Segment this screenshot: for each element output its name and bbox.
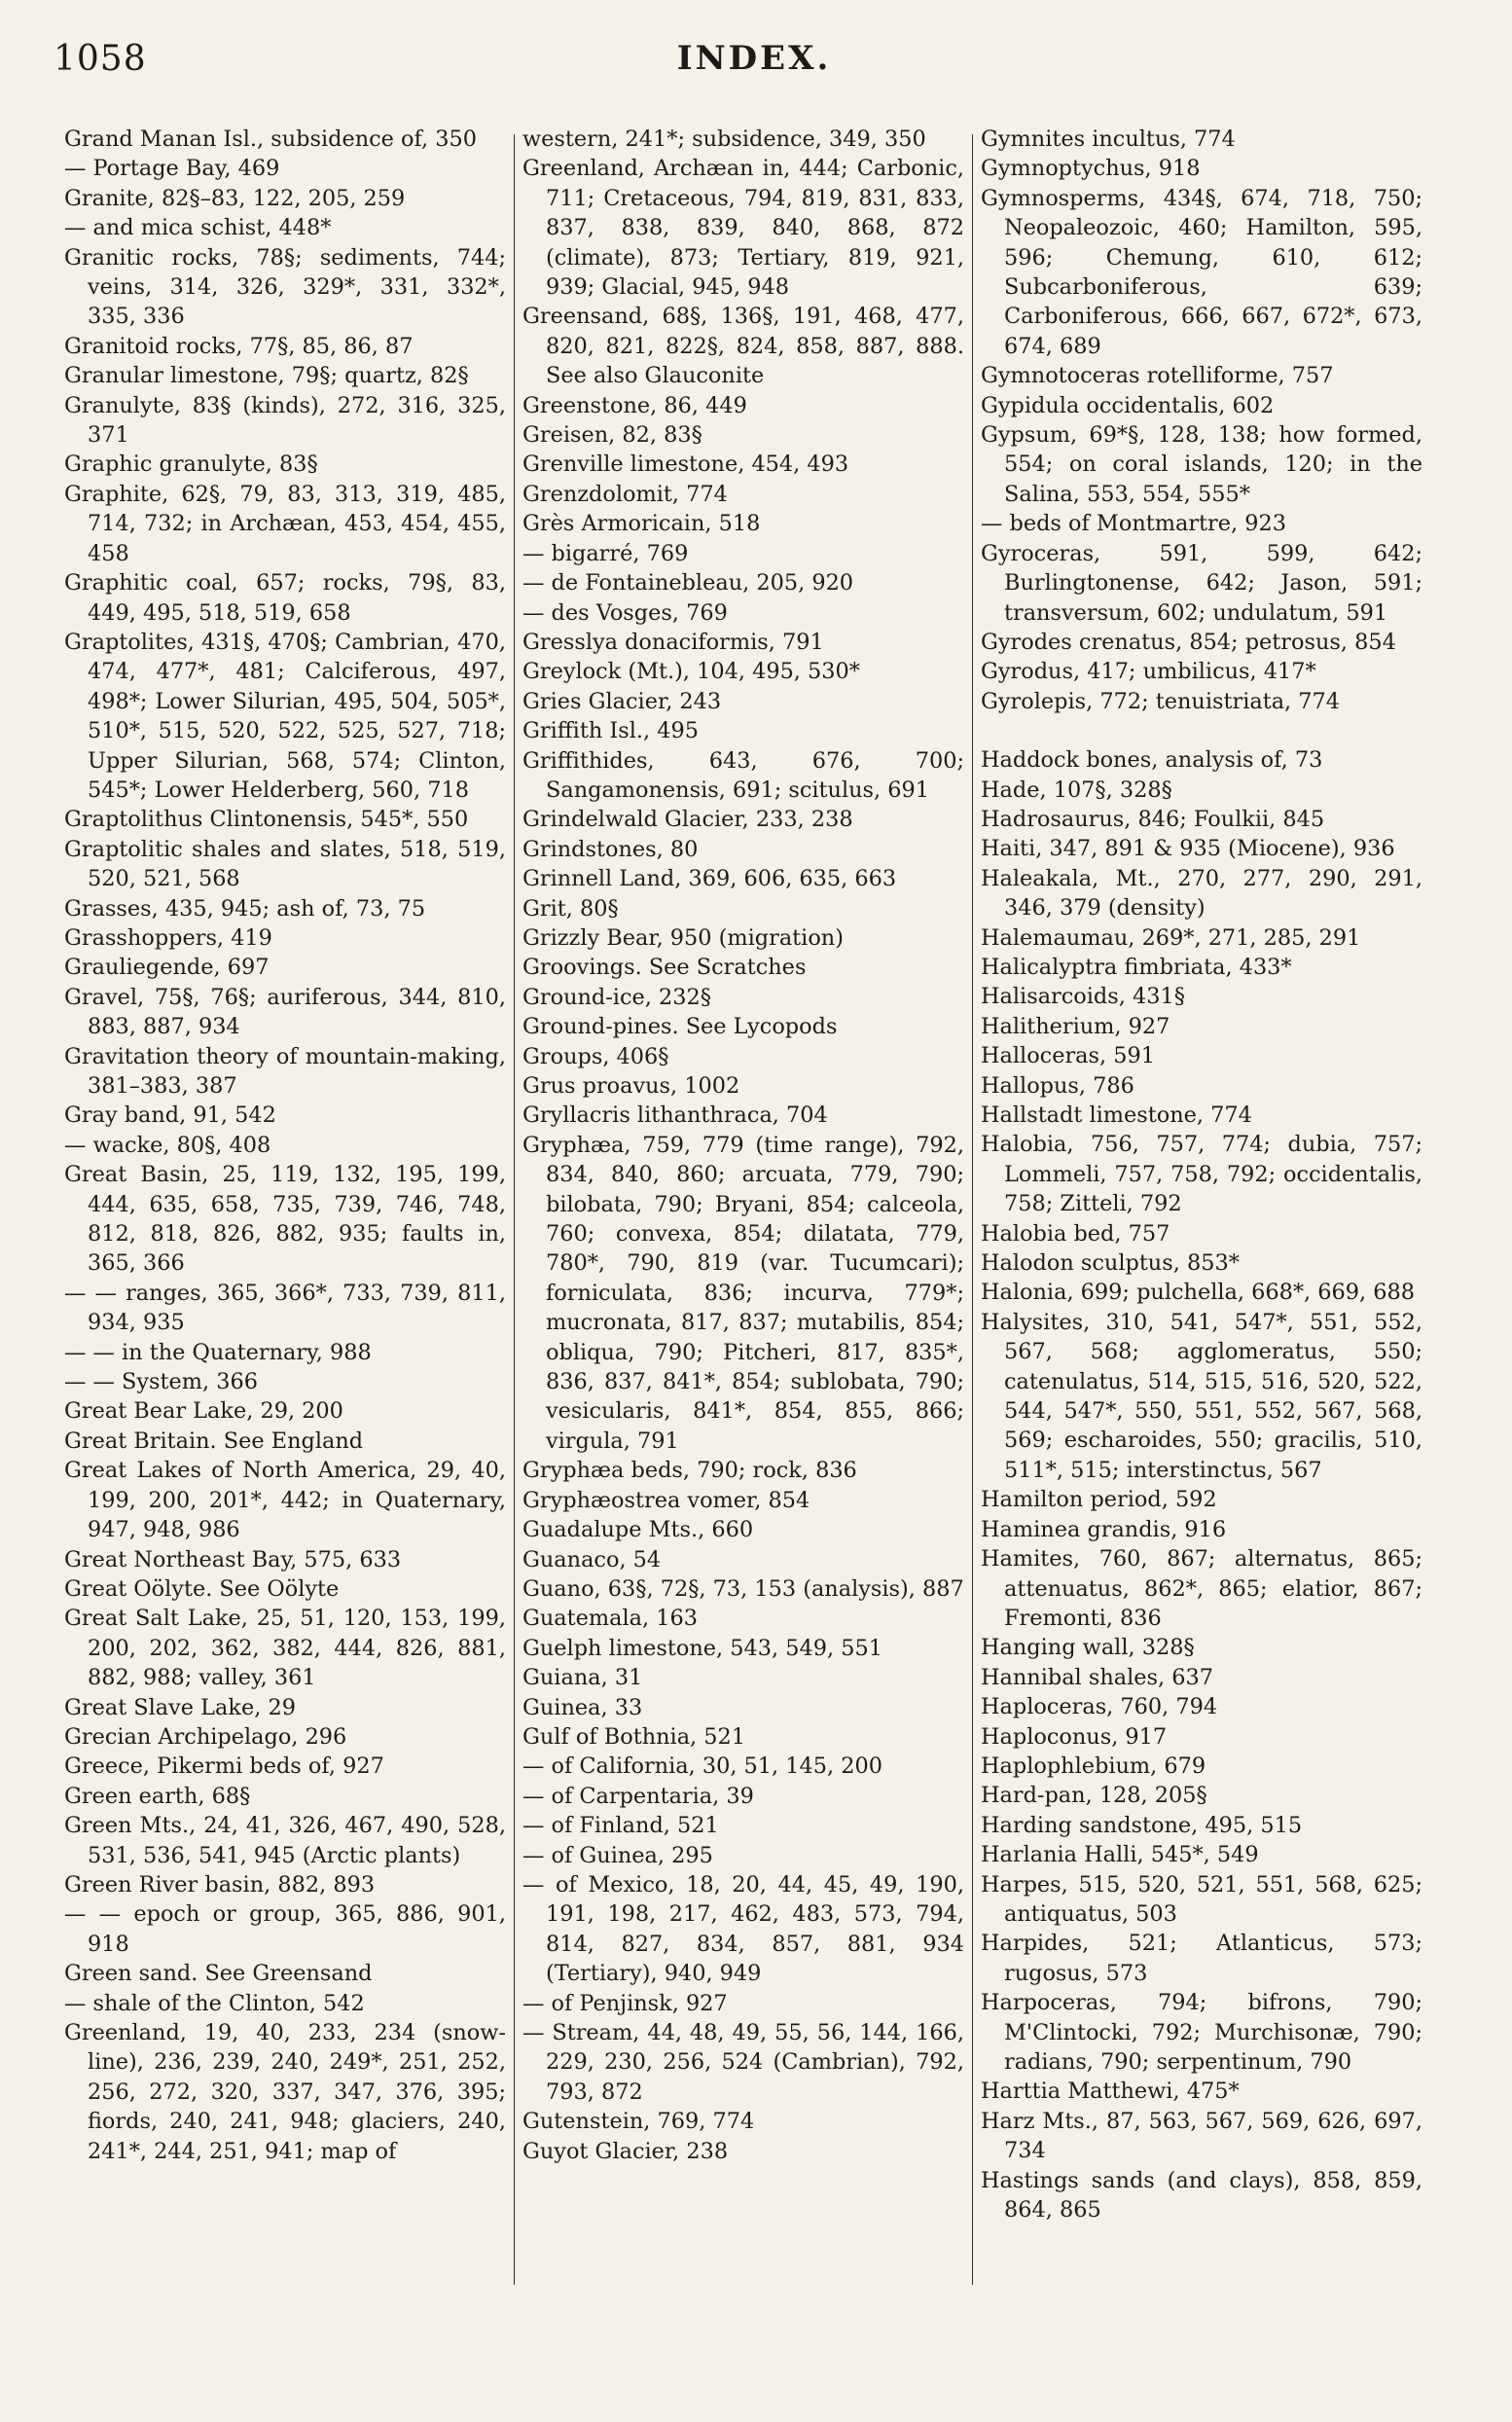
index-entry: — of Mexico, 18, 20, 44, 45, 49, 190, 191, 198, 217, 462, 483, 573, 794, 814, 827, 834, 857, 881, 934 (Tertiary), 940, 949 [522,1871,964,1987]
index-entry: — Stream, 44, 48, 49, 55, 56, 144, 166, 229, 230, 256, 524 (Cambrian), 792, 793, 872 [522,2020,964,2105]
index-entry: Graptolites, 431§, 470§; Cambrian, 470, 474, 477*, 481; Calciferous, 497, 498*; Lower Silurian, 495, 504, 505*, 510*, 515, 520, 522, 525, 527, 718; Upper Silurian, 568, 574; Clinton, 545*; Lower Helderberg, 560, 718 [64,629,506,803]
index-entry: — beds of Montmartre, 923 [981,511,1286,537]
index-column-3 [973,125,1430,2402]
index-entry: Gyrodes crenatus, 854; petrosus, 854 [981,629,1396,655]
index-entry: — de Fontainebleau, 205, 920 [522,570,854,596]
index-entry: Gravel, 75§, 76§; auriferous, 344, 810, 883, 887, 934 [64,984,506,1040]
index-entry: Gray band, 91, 542 [64,1103,276,1129]
index-entry: Granular limestone, 79§; quartz, 82§ [64,363,469,389]
index-entry: Ground-ice, 232§ [522,984,711,1010]
index-entry: Greenland, Archæan in, 444; Carbonic, 711; Cretaceous, 794, 819, 831, 833, 837, 838, 839, 840, 868, 872 (climate), 873; Tertiary, 819, 921, 939; Glacial, 945, 948 [522,156,964,301]
index-entry: Gymnites incultus, 774 [981,127,1236,152]
index-entry: — wacke, 80§, 408 [64,1132,271,1158]
index-entry: Gryphæa, 759, 779 (time range), 792, 834, 840, 860; arcuata, 779, 790; bilobata, 790; Bryani, 854; calceola, 760; convexa, 854; dilatata, 779, 780*, 790, 819 (var. Tucumcari); forniculata, 836; incurva, 779*; mucronata, 817, 837; mutabilis, 854; obliqua, 790; Pitcheri, 817, 835*, 836, 837, 841*, 854; sublobata, 790; vesicularis, 841*, 854, 855, 866; virgula, 791 [522,1132,964,1454]
index-entry: Gryphæa beds, 790; rock, 836 [522,1458,857,1484]
index-entry: Gyroceras, 591, 599, 642; Burlingtonense, 642; Jason, 591; transversum, 602; undulatum, 591 [981,540,1422,626]
index-entry: — of Penjinsk, 927 [522,1990,728,2016]
index-entry: — — System, 366 [64,1369,258,1395]
index-entry: Haplophlebium, 679 [981,1753,1206,1779]
index-entry: Great Northeast Bay, 575, 633 [64,1546,402,1572]
index-entry: Haploceras, 760, 794 [981,1694,1218,1720]
index-entry: — of Guinea, 295 [522,1842,713,1868]
index-entry: Halodon sculptus, 853* [981,1250,1240,1277]
index-entry: Greece, Pikermi beds of, 927 [64,1753,384,1780]
index-entry: Hadrosaurus, 846; Foulkii, 845 [981,806,1325,832]
index-entry: Great Slave Lake, 29 [64,1694,296,1720]
index-entry: Grinnell Land, 369, 606, 635, 663 [522,866,897,892]
index-columns [56,125,1454,2402]
index-entry: Harpoceras, 794; bifrons, 790; M'Clintocki, 792; Murchisonæ, 790; radians, 790; serpentinum, 790 [981,1990,1422,2075]
index-entry: Halloceras, 591 [981,1043,1155,1069]
index-entry: — of Finland, 521 [522,1813,719,1839]
index-entry: Harlania Halli, 545*, 549 [981,1842,1259,1868]
index-entry: Grasshoppers, 419 [64,924,272,951]
index-entry: Gryphæostrea vomer, 854 [522,1487,810,1513]
index-entry: Gymnosperms, 434§, 674, 718, 750; Neopaleozoic, 460; Hamilton, 595, 596; Chemung, 610, 612; Subcarboniferous, 639; Carboniferous, 666, 667, 672*, 673, 674, 689 [981,185,1422,359]
index-entry: — and mica schist, 448* [64,215,332,241]
index-entry: Graphitic coal, 657; rocks, 79§, 83, 449, 495, 518, 519, 658 [64,570,506,626]
index-entry: Green earth, 68§ [64,1783,251,1809]
index-entry: Gries Glacier, 243 [522,688,722,714]
index-entry: Hade, 107§, 328§ [981,777,1172,803]
index-entry: Great Bear Lake, 29, 200 [64,1398,343,1425]
index-entry: Ground-pines. See Lycopods [522,1014,838,1040]
index-entry: Harpes, 515, 520, 521, 551, 568, 625; antiquatus, 503 [981,1871,1422,1927]
index-entry: Greenstone, 86, 449 [522,392,747,418]
index-entry: Gyrodus, 417; umbilicus, 417* [981,659,1316,685]
index-entry: Grindelwald Glacier, 233, 238 [522,807,853,833]
index-entry: Great Basin, 25, 119, 132, 195, 199, 444, 635, 658, 735, 739, 746, 748, 812, 818, 826, 882, 935; faults in, 365, 366 [64,1162,506,1277]
index-entry: — des Vosges, 769 [522,599,728,626]
index-entry: — of California, 30, 51, 145, 200 [522,1753,882,1780]
index-entry: Granitic rocks, 78§; sediments, 744; veins, 314, 326, 329*, 331, 332*, 335, 336 [64,244,506,330]
index-entry: Halicalyptra fimbriata, 433* [981,954,1292,980]
index-entry: Hamilton period, 592 [981,1487,1217,1513]
page-number: 1058 [54,39,147,79]
index-entry: Harding sandstone, 495, 515 [981,1812,1303,1838]
index-entry: Groups, 406§ [522,1043,669,1069]
index-entry: Griffith Isl., 495 [522,718,699,744]
index-entry: Halobia bed, 757 [981,1220,1170,1247]
index-entry: Hanging wall, 328§ [981,1635,1195,1661]
running-head: INDEX. [676,39,832,78]
index-entry: Great Salt Lake, 25, 51, 120, 153, 199, 200, 202, 362, 382, 444, 826, 881, 882, 988; valley, 361 [64,1606,506,1691]
index-entry: Hallstadt limestone, 774 [981,1103,1252,1128]
index-entry: Griffithides, 643, 676, 700; Sangamonensis, 691; scitulus, 691 [522,747,964,803]
index-entry: Gutenstein, 769, 774 [522,2109,755,2135]
index-entry: Gulf of Bothnia, 521 [522,1723,746,1750]
index-entry: Guelph limestone, 543, 549, 551 [522,1635,882,1661]
index-entry: Grand Manan Isl., subsidence of, 350 [64,127,477,152]
index-entry: Granitoid rocks, 77§, 85, 86, 87 [64,333,414,359]
index-entry: Hannibal shales, 637 [981,1664,1213,1690]
index-entry: Guatemala, 163 [522,1606,698,1632]
index-entry: Guyot Glacier, 238 [522,2138,729,2164]
index-entry: Gravitation theory of mountain-making, 381–383, 387 [64,1043,506,1099]
index-entry: Halemaumau, 269*, 271, 285, 291 [981,924,1361,951]
index-entry: Greenland, 19, 40, 233, 234 (snow-line), 236, 239, 240, 249*, 251, 252, 256, 272, 320, 337, 347, 376, 395; fiords, 240, 241, 948; glaciers, 240, 241*, 244, 251, 941; map of [64,2020,506,2164]
index-entry: Hard-pan, 128, 205§ [981,1783,1207,1809]
index-entry: Hastings sands (and clays), 858, 859, 864, 865 [981,2167,1422,2223]
index-entry: Grecian Archipelago, 296 [64,1723,347,1750]
index-entry: Grenzdolomit, 774 [522,481,728,507]
index-entry: — — epoch or group, 365, 886, 901, 918 [64,1901,506,1957]
index-entry: Hamites, 760, 867; alternatus, 865; attenuatus, 862*, 865; elatior, 867; Fremonti, 836 [981,1546,1422,1631]
index-entry: Halobia, 756, 757, 774; dubia, 757; Lommeli, 757, 758, 792; occidentalis, 758; Zitteli, 792 [981,1132,1422,1217]
index-entry: — shale of the Clinton, 542 [64,1990,365,2016]
index-entry: — bigarré, 769 [522,540,689,566]
index-entry: Groovings. See Scratches [522,955,807,981]
index-entry: Guinea, 33 [522,1694,643,1720]
index-entry: — of Carpentaria, 39 [522,1783,754,1809]
index-entry: Grit, 80§ [522,895,619,922]
index-entry: Great Britain. See England [64,1428,364,1454]
index-entry: Graptolitic shales and slates, 518, 519, 520, 521, 568 [64,836,506,892]
index-entry: Guano, 63§, 72§, 73, 153 (analysis), 887 [522,1575,964,1602]
index-entry: Greensand, 68§, 136§, 191, 468, 477, 820, 821, 822§, 824, 858, 887, 888. See also Glauconite [522,304,964,389]
index-entry: Gryllacris lithanthraca, 704 [522,1103,828,1129]
index-entry: Granite, 82§–83, 122, 205, 259 [64,185,406,211]
index-entry: — Portage Bay, 469 [64,156,280,182]
index-entry: Haleakala, Mt., 270, 277, 290, 291, 346, 379 (density) [981,865,1422,922]
index-entry: Grauliegende, 697 [64,955,270,981]
index-entry: Great Lakes of North America, 29, 40, 199, 200, 201*, 442; in Quaternary, 947, 948, 986 [64,1458,506,1543]
index-entry: Haminea grandis, 916 [981,1516,1227,1542]
index-entry: Gymnoptychus, 918 [981,156,1201,182]
index-entry: — — in the Quaternary, 988 [64,1339,372,1365]
index-column-2 [515,125,972,2402]
index-entry: Grasses, 435, 945; ash of, 73, 75 [64,895,426,922]
index-entry: Graphic granulyte, 83§ [64,452,318,478]
index-entry: Halisarcoids, 431§ [981,984,1185,1010]
index-entry: Gresslya donaciformis, 791 [522,629,824,655]
index-entry: Gypsum, 69*§, 128, 138; how formed, 554; on coral islands, 120; in the Salina, 553, 554, 555* [981,422,1422,507]
index-entry: Green sand. See Greensand [64,1961,373,1987]
index-entry: Guadalupe Mts., 660 [522,1517,754,1543]
index-entry: Grus proavus, 1002 [522,1073,740,1099]
index-column-1 [56,125,514,2402]
index-entry: Grenville limestone, 454, 493 [522,452,849,478]
index-entry: Grindstones, 80 [522,836,699,862]
index-entry: Grizzly Bear, 950 (migration) [522,924,844,951]
index-entry: Great Oölyte. See Oölyte [64,1575,340,1602]
index-entry: Halitherium, 927 [981,1013,1170,1039]
index-entry: — — ranges, 365, 366*, 733, 739, 811, 934, 935 [64,1280,506,1336]
index-entry: Haddock bones, analysis of, 73 [981,747,1323,774]
index-entry: Granulyte, 83§ (kinds), 272, 316, 325, 371 [64,392,506,449]
index-entry: Gymnotoceras rotelliforme, 757 [981,363,1334,389]
index-entry: Hallopus, 786 [981,1072,1134,1099]
index-entry: Guiana, 31 [522,1665,643,1691]
index-entry: Harz Mts., 87, 563, 567, 569, 626, 697, 734 [981,2108,1422,2164]
index-entry: Greisen, 82, 83§ [522,422,702,449]
index-entry: Guanaco, 54 [522,1546,662,1572]
index-entry: Green River basin, 882, 893 [64,1871,376,1898]
index-entry: Gyrolepis, 772; tenuistriata, 774 [981,688,1341,714]
index-entry: Greylock (Mt.), 104, 495, 530* [522,659,860,685]
index-entry: Halonia, 699; pulchella, 668*, 669, 688 [981,1280,1415,1306]
index-entry: Graphite, 62§, 79, 83, 313, 319, 485, 714, 732; in Archæan, 453, 454, 455, 458 [64,481,506,566]
index-entry: western, 241*; subsidence, 349, 350 [522,127,926,152]
index-entry: Haiti, 347, 891 & 935 (Miocene), 936 [981,836,1395,862]
index-entry: Haploconus, 917 [981,1723,1168,1750]
index-entry: Harttia Matthewi, 475* [981,2079,1240,2105]
index-entry: Gypidula occidentalis, 602 [981,392,1275,418]
index-entry: Halysites, 310, 541, 547*, 551, 552, 567, 568; agglomeratus, 550; catenulatus, 514, 515, 516, 520, 522, 544, 547*, 550, 551, 552, 567, 568, 569; escharoides, 550; gracilis, 510, 511*, 515; interstinctus, 567 [981,1309,1422,1483]
index-entry: Graptolithus Clintonensis, 545*, 550 [64,807,469,833]
page-header [54,39,1455,88]
index-entry: Harpides, 521; Atlanticus, 573; rugosus, 573 [981,1931,1422,1986]
index-entry: Green Mts., 24, 41, 326, 467, 490, 528, 531, 536, 541, 945 (Arctic plants) [64,1813,506,1868]
index-entry: Grès Armoricain, 518 [522,511,761,537]
